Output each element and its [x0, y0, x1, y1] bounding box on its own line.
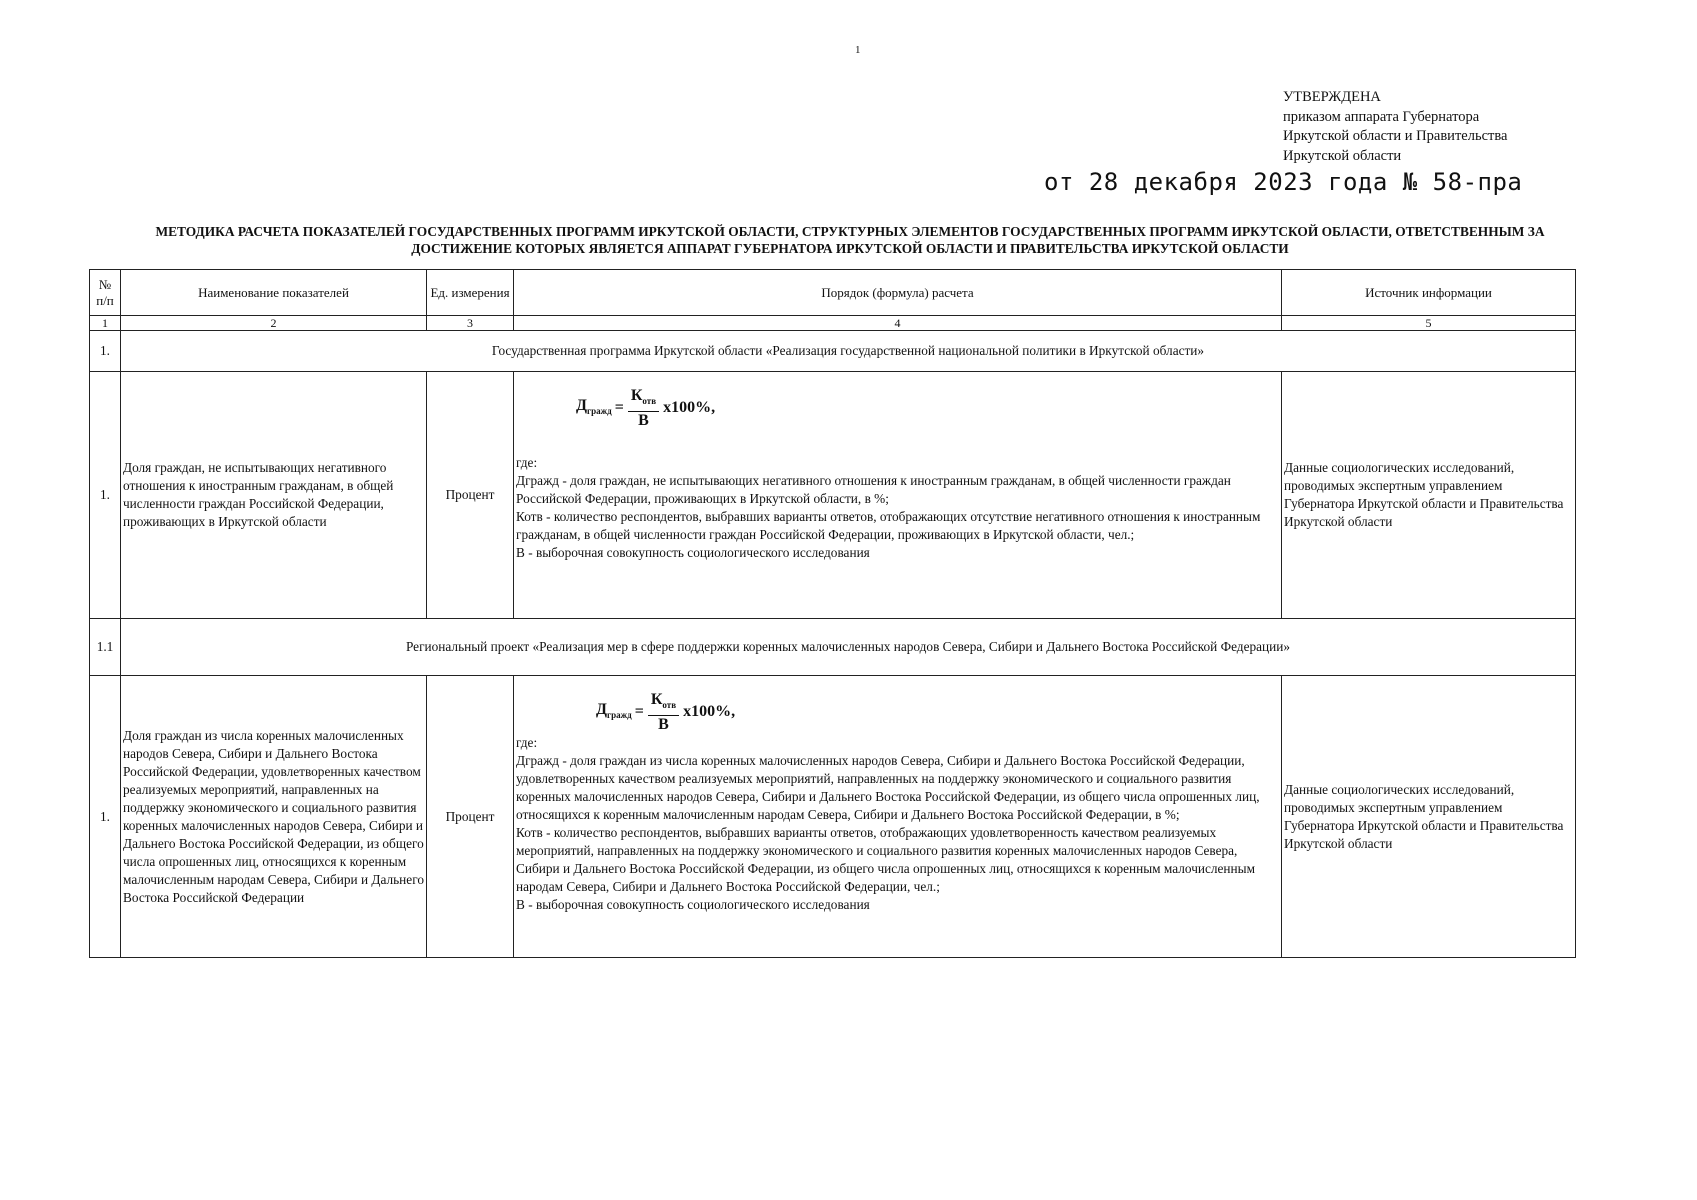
header-num: № п/п	[90, 270, 121, 316]
approval-line: УТВЕРЖДЕНА	[1283, 89, 1381, 105]
table-header-row	[90, 270, 1576, 316]
info-source: Данные социологических исследований, проводимых экспертным управлением Губернатора Иркутской области и Правительства Иркутской области	[1282, 372, 1576, 619]
info-source: Данные социологических исследований, проводимых экспертным управлением Губернатора Иркутской области и Правительства Иркутской области	[1282, 676, 1576, 958]
column-number: 1	[90, 316, 121, 331]
indicator-name: Доля граждан, не испытывающих негативного отношения к иностранным гражданам, в общей численности граждан Российской Федерации, проживающих в Иркутской области	[121, 372, 427, 619]
section-row-project	[90, 619, 1576, 676]
section-title: Региональный проект «Реализация мер в сфере поддержки коренных малочисленных народов Севера, Сибири и Дальнего Востока Российской Федерации»	[121, 619, 1576, 676]
formula-definition: В - выборочная совокупность социологического исследования	[516, 545, 870, 561]
methodology-table	[89, 269, 1576, 958]
formula	[576, 386, 1279, 430]
column-number: 2	[121, 316, 427, 331]
approval-line: Иркутской области и Правительства	[1283, 128, 1508, 144]
row-num: 1.	[90, 372, 121, 619]
approval-stamp	[1283, 88, 1507, 166]
formula-definition: Котв - количество респондентов, выбравших варианты ответов, отображающих отсутствие негативного отношения к иностранным гражданам, в общей численности граждан Российской Федерации, проживающих в Иркутской области, чел.;	[516, 509, 1261, 543]
formula-lhs: $Д_{гражд}$	[576, 396, 612, 416]
formula-definition: В - выборочная совокупность социологического исследования	[516, 897, 870, 913]
header-indicator-name: Наименование показателей	[121, 270, 427, 316]
indicator-unit: Процент	[427, 676, 514, 958]
section-num: 1.1	[90, 619, 121, 676]
formula-fraction: $\frac{К_{отв}}{В}$	[628, 386, 659, 430]
formula-rhs: х100%,	[663, 399, 716, 417]
indicator-unit: Процент	[427, 372, 514, 619]
formula-eq: =	[634, 703, 644, 721]
formula-definition: Дгражд - доля граждан, не испытывающих негативного отношения к иностранным гражданам, в общей численности граждан Российской Федерации, проживающих в Иркутской области, в %;	[516, 473, 1231, 507]
column-number: 4	[514, 316, 1282, 331]
formula-fraction: $\frac{К_{отв}}{В}$	[648, 690, 679, 734]
section-row-program	[90, 331, 1576, 372]
formula-definition: Котв - количество респондентов, выбравших варианты ответов, отображающих удовлетворенность качеством реализуемых мероприятий, направленных на поддержку экономического и социального развития коренных малочисленных народов Севера, Сибири и Дальнего Востока Российской Федерации, из общего числа опрошенных лиц, относящихся к коренным малочисленным народам Севера, Сибири и Дальнего Востока Российской Федерации, чел.;	[516, 825, 1256, 895]
table-row	[90, 676, 1576, 958]
header-formula: Порядок (формула) расчета	[514, 270, 1282, 316]
column-number: 3	[427, 316, 514, 331]
approval-line: приказом аппарата Губернатора	[1283, 108, 1480, 125]
header-source: Источник информации	[1282, 270, 1576, 316]
formula-eq: =	[614, 399, 624, 417]
column-numbers-row	[90, 316, 1576, 331]
formula	[596, 690, 1279, 734]
indicator-name: Доля граждан из числа коренных малочисленных народов Севера, Сибири и Дальнего Востока Российской Федерации, удовлетворенных качеством реализуемых мероприятий, направленных на поддержку экономического и социального развития коренных малочисленных народов Севера, Сибири и Дальнего Востока Российской Федерации, из общего числа опрошенных лиц, относящихся к коренным малочисленным народам Севера, Сибири и Дальнего Востока Российской Федерации	[121, 676, 427, 958]
column-number: 5	[1282, 316, 1576, 331]
approval-line: Иркутской области	[1283, 147, 1402, 164]
formula-rhs: х100%,	[683, 703, 736, 721]
formula-where: где:	[516, 455, 538, 471]
section-title: Государственная программа Иркутской области «Реализация государственной национальной политики в Иркутской области»	[121, 331, 1576, 372]
order-date: от 28 декабря 2023 года № 58-пра	[1044, 168, 1523, 196]
formula-cell	[514, 372, 1282, 619]
row-num: 1.	[90, 676, 121, 958]
formula-lhs: $Д_{гражд}$	[596, 700, 632, 720]
formula-cell	[514, 676, 1282, 958]
header-unit: Ед. измерения	[427, 270, 514, 316]
formula-where: где:	[516, 735, 538, 751]
document-title: МЕТОДИКА РАСЧЕТА ПОКАЗАТЕЛЕЙ ГОСУДАРСТВЕННЫХ ПРОГРАММ ИРКУТСКОЙ ОБЛАСТИ, СТРУКТУРНЫХ ЭЛЕМЕНТОВ ГОСУДАРСТВЕННЫХ ПРОГРАММ ИРКУТСКОЙ ОБЛАСТИ, ОТВЕТСТВЕННЫМ ЗА ДОСТИЖЕНИЕ КОТОРЫХ ЯВЛЯЕТСЯ АППАРАТ ГУБЕРНАТОРА ИРКУТСКОЙ ОБЛАСТИ И ПРАВИТЕЛЬСТВА ИРКУТСКОЙ ОБЛАСТИ	[155, 224, 1545, 256]
section-num: 1.	[90, 331, 121, 372]
formula-definition: Дгражд - доля граждан из числа коренных малочисленных народов Севера, Сибири и Дальнего Востока Российской Федерации, удовлетворенных качеством реализуемых мероприятий, направленных на поддержку экономического и социального развития коренных малочисленных народов Севера, Сибири и Дальнего Востока Российской Федерации, из общего числа опрошенных лиц, относящихся к коренным малочисленным народам Севера, Сибири и Дальнего Востока Российской Федерации, в %;	[516, 753, 1260, 823]
table-row	[90, 372, 1576, 619]
page-number: 1	[855, 44, 861, 56]
